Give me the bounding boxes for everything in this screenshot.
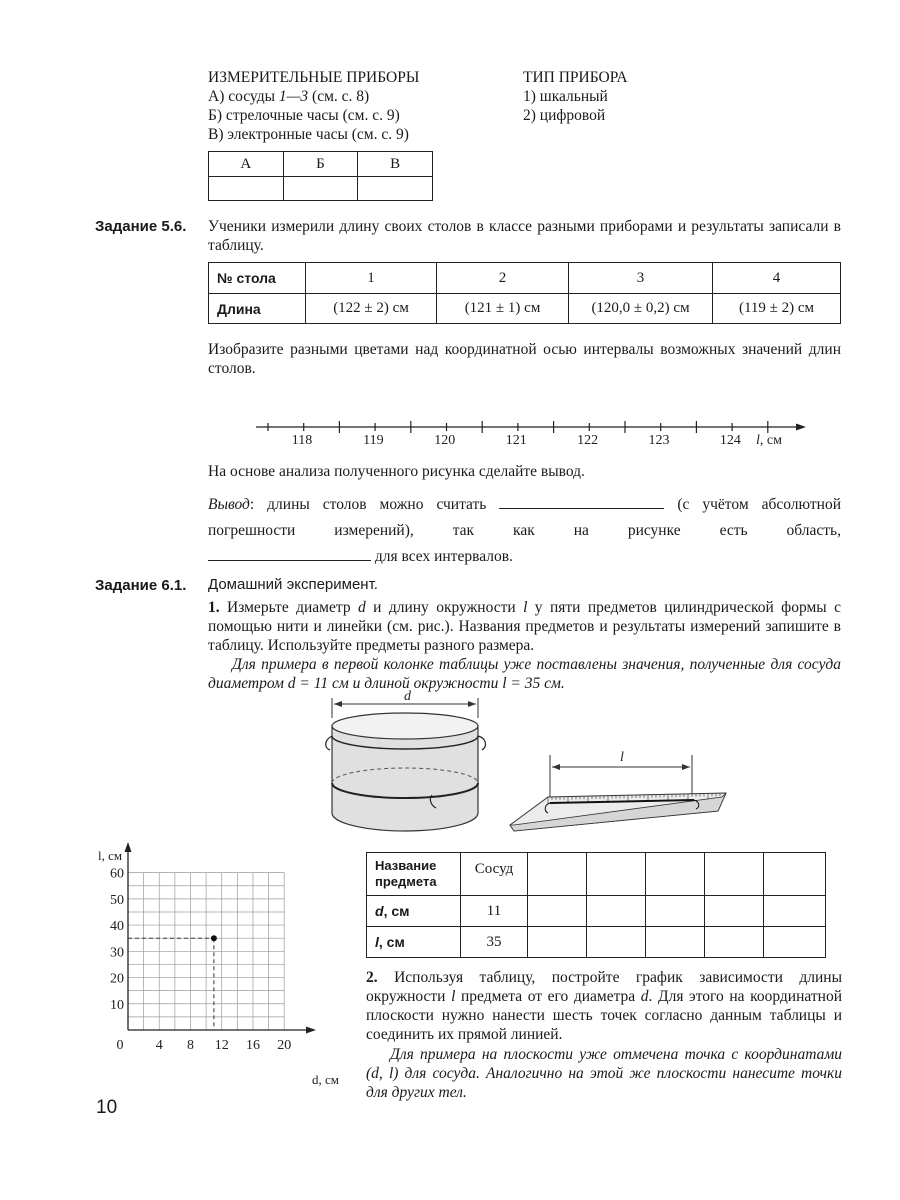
number-line-tick-label: 123	[648, 433, 670, 448]
number-line-tick-label: 121	[505, 433, 527, 448]
diameter-value-4[interactable]	[646, 896, 705, 927]
number-line-tick-label: 124	[719, 433, 741, 448]
x-axis-label: d, см	[312, 1072, 339, 1087]
l-vs-d-chart	[92, 842, 362, 1092]
tables-length-table	[208, 262, 841, 324]
length-value-3: (120,0 ± 0,2) см	[569, 294, 713, 324]
y-tick-label: 30	[110, 945, 124, 961]
table-col-1: 1	[306, 263, 437, 294]
diameter-value-3[interactable]	[587, 896, 646, 927]
number-line-arrow	[796, 424, 806, 431]
y-tick-label: 20	[110, 971, 124, 987]
x-tick-label: 8	[186, 1038, 194, 1053]
circumference-header: l, см	[367, 927, 461, 958]
object-name-4[interactable]	[646, 853, 705, 896]
task-6-1-example: Для примера в первой колонке таблицы уже поставлены значения, полученные для сосуда диаметром d = 11 см и длиной окружности l = 35 см.	[208, 656, 841, 692]
diameter-value-2[interactable]	[528, 896, 587, 927]
object-name-1: Сосуд	[461, 853, 528, 896]
circumference-value-5[interactable]	[705, 927, 764, 958]
task-6-1-example-2: Для примера на плоскости уже отмечена точка с координатами (d, l) для сосуда. Аналогично на этой же плоскости нанесите точки для других тел.	[366, 1046, 842, 1101]
task-6-1-paragraph-2: 2. Используя таблицу, постройте график зависимости длины окружности l предмета от его диаметра d. Для этого на координатной плоскости нужно нанести шесть точек согласно данным таблицы и соединить их прямой линией.	[366, 969, 842, 1043]
device-type-1: 1) шкальный	[523, 88, 608, 105]
diameter-value-1: 11	[461, 896, 528, 927]
objects-table	[366, 852, 826, 958]
y-tick-label: 50	[110, 892, 124, 908]
table-col-4: 4	[713, 263, 841, 294]
task-5-6-label: Задание 5.6.	[95, 218, 187, 235]
answer-cell-c[interactable]	[358, 177, 433, 201]
length-value-4: (119 ± 2) см	[713, 294, 841, 324]
device-types-header: ТИП ПРИБОРА	[523, 69, 628, 86]
conclusion-label: Вывод	[208, 496, 250, 513]
analysis-text: На основе анализа полученного рисунка сделайте вывод.	[208, 463, 585, 480]
table-col-3: 3	[569, 263, 713, 294]
length-header: Длина	[209, 294, 306, 324]
data-point	[211, 935, 217, 941]
task-6-1-title: Домашний эксперимент.	[208, 576, 378, 593]
circumference-value-2[interactable]	[528, 927, 587, 958]
x-tick-label: 0	[116, 1038, 124, 1053]
y-tick-label: 60	[110, 866, 124, 882]
answer-cell-b[interactable]	[283, 177, 358, 201]
circumference-value-6[interactable]	[764, 927, 826, 958]
conclusion-blank-2[interactable]	[208, 546, 371, 561]
diameter-value-5[interactable]	[705, 896, 764, 927]
x-tick-label: 20	[277, 1038, 292, 1053]
task-6-1-label: Задание 6.1.	[95, 577, 187, 594]
length-value-2: (121 ± 1) см	[437, 294, 569, 324]
table-number-header: № стола	[209, 263, 306, 294]
device-type-2: 2) цифровой	[523, 107, 606, 124]
object-name-2[interactable]	[528, 853, 587, 896]
answer-col-a: А	[209, 152, 284, 177]
answer-col-b: Б	[283, 152, 358, 177]
y-axis-arrow	[125, 842, 132, 852]
y-tick-label: 40	[110, 919, 124, 935]
y-tick-label: 10	[110, 997, 124, 1013]
device-types-list	[523, 68, 723, 125]
ruler-figure	[508, 745, 733, 835]
x-tick-label: 12	[214, 1038, 229, 1053]
circumference-value-3[interactable]	[587, 927, 646, 958]
instrument-item-a: А) сосуды 1—3 (см. с. 8)	[208, 88, 370, 105]
instruments-list	[208, 68, 508, 144]
task-5-6-text: Ученики измерили длину своих столов в классе разными приборами и результаты записали в таблицу.	[208, 218, 841, 254]
answer-cell-a[interactable]	[209, 177, 284, 201]
conclusion-paragraph: Вывод: длины столов можно считать (с учётом абсолютной погрешности измерений), так как на рисунке есть область, для всех интервалов.	[208, 496, 842, 565]
table-col-2: 2	[437, 263, 569, 294]
cylinder-d-label: d	[404, 689, 411, 704]
x-axis-arrow	[306, 1027, 316, 1034]
number-line-tick-label: 122	[577, 433, 599, 448]
diameter-value-6[interactable]	[764, 896, 826, 927]
circumference-value-4[interactable]	[646, 927, 705, 958]
x-tick-label: 4	[155, 1038, 163, 1053]
number-line	[250, 414, 810, 454]
instrument-item-b: Б) стрелочные часы (см. с. 9)	[208, 107, 400, 124]
instrument-item-c: В) электронные часы (см. с. 9)	[208, 126, 409, 143]
x-tick-label: 16	[245, 1038, 260, 1053]
cylinder-figure	[320, 688, 490, 843]
number-line-tick-label: 118	[291, 433, 313, 448]
number-line-tick-label: 119	[363, 433, 384, 448]
circumference-value-1: 35	[461, 927, 528, 958]
object-name-6[interactable]	[764, 853, 826, 896]
answer-col-c: В	[358, 152, 433, 177]
number-line-tick-label: 120	[434, 433, 456, 448]
conclusion-blank-1[interactable]	[499, 494, 664, 509]
number-line-label: l, см	[756, 433, 782, 448]
object-name-header: Название предмета	[367, 853, 461, 896]
length-value-1: (122 ± 2) см	[306, 294, 437, 324]
task-6-1-paragraph-1: 1. Измерьте диаметр d и длину окружности l у пяти предметов цилиндрической формы с помощью нити и линейки (см. рис.). Названия предметов и результаты измерений запишите в таблицу. Используйте предметы разного размера.	[208, 599, 841, 654]
y-axis-label: l, см	[98, 848, 123, 863]
page-number: 10	[96, 1097, 118, 1118]
instruments-header: ИЗМЕРИТЕЛЬНЫЕ ПРИБОРЫ	[208, 69, 420, 86]
object-name-3[interactable]	[587, 853, 646, 896]
diameter-header: d, см	[367, 896, 461, 927]
answer-table	[208, 151, 433, 201]
object-name-5[interactable]	[705, 853, 764, 896]
task-5-6-instruction: Изобразите разными цветами над координатной осью интервалы возможных значений длин столов.	[208, 341, 841, 377]
ruler-l-label: l	[620, 750, 624, 765]
